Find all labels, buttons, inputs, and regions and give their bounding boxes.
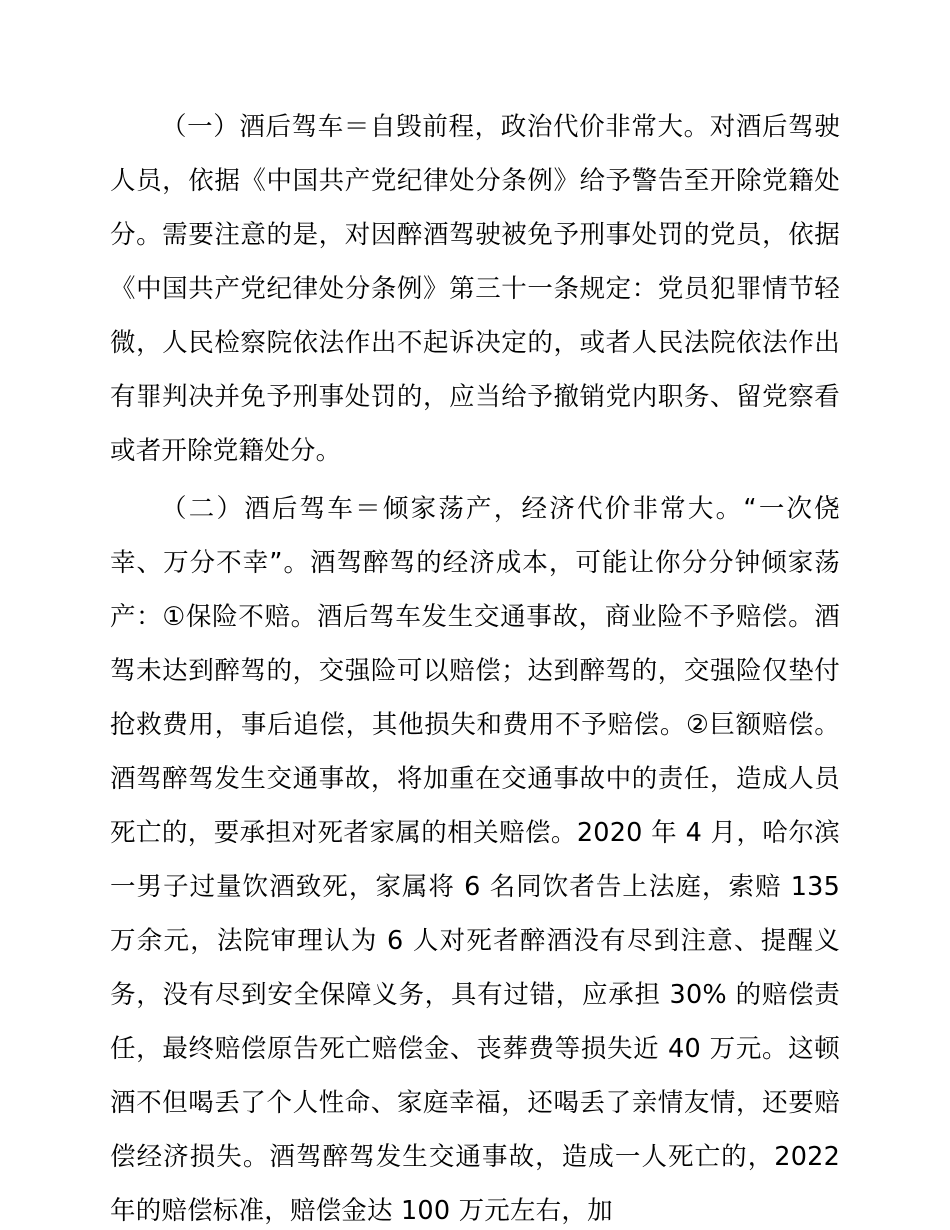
paragraph: （二）酒后驾车＝倾家荡产，经济代价非常大。“一次侥幸、万分不幸”。酒驾醉驾的经济成本，可能让你分分钟倾家荡产：①保险不赔。酒后驾车发生交通事故，商业险不予赔偿。酒驾未达到醉驾的，交强险可以赔偿；达到醉驾的，交强险仅垫付抢救费用，事后追偿，其他损失和费用不予赔偿。②巨额赔偿。酒驾醉驾发生交通事故，将加重在交通事故中的责任，造成人员死亡的，要承担对死者家属的相关赔偿。2020 年 4 月，哈尔滨一男子过量饮酒致死，家属将 6 名同饮者告上法庭，索赔 135 万余元，法院审理认为 6 人对死者醉酒没有尽到注意、提醒义务，没有尽到安全保障义务，具有过错，应承担 30% 的赔偿责任，最终赔偿原告死亡赔偿金、丧葬费等损失近 40 万元。这顿酒不但喝丢了个人性命、家庭幸福，还喝丢了亲情友情，还要赔偿经济损失。酒驾醉驾发生交通事故，造成一人死亡的，2022 年的赔偿标准，赔偿金达 100 万元左右，加 <box>110 494 840 1226</box>
document-body <box>110 100 840 1230</box>
paragraph: （一）酒后驾车＝自毁前程，政治代价非常大。对酒后驾驶人员，依据《中国共产党纪律处分条例》给予警告至开除党籍处分。需要注意的是，对因醉酒驾驶被免予刑事处罚的党员，依据《中国共产党纪律处分条例》第三十一条规定：党员犯罪情节轻微，人民检察院依法作出不起诉决定的，或者人民法院依法作出有罪判决并免予刑事处罚的，应当给予撤销党内职务、留党察看或者开除党籍处分。 <box>110 112 840 466</box>
